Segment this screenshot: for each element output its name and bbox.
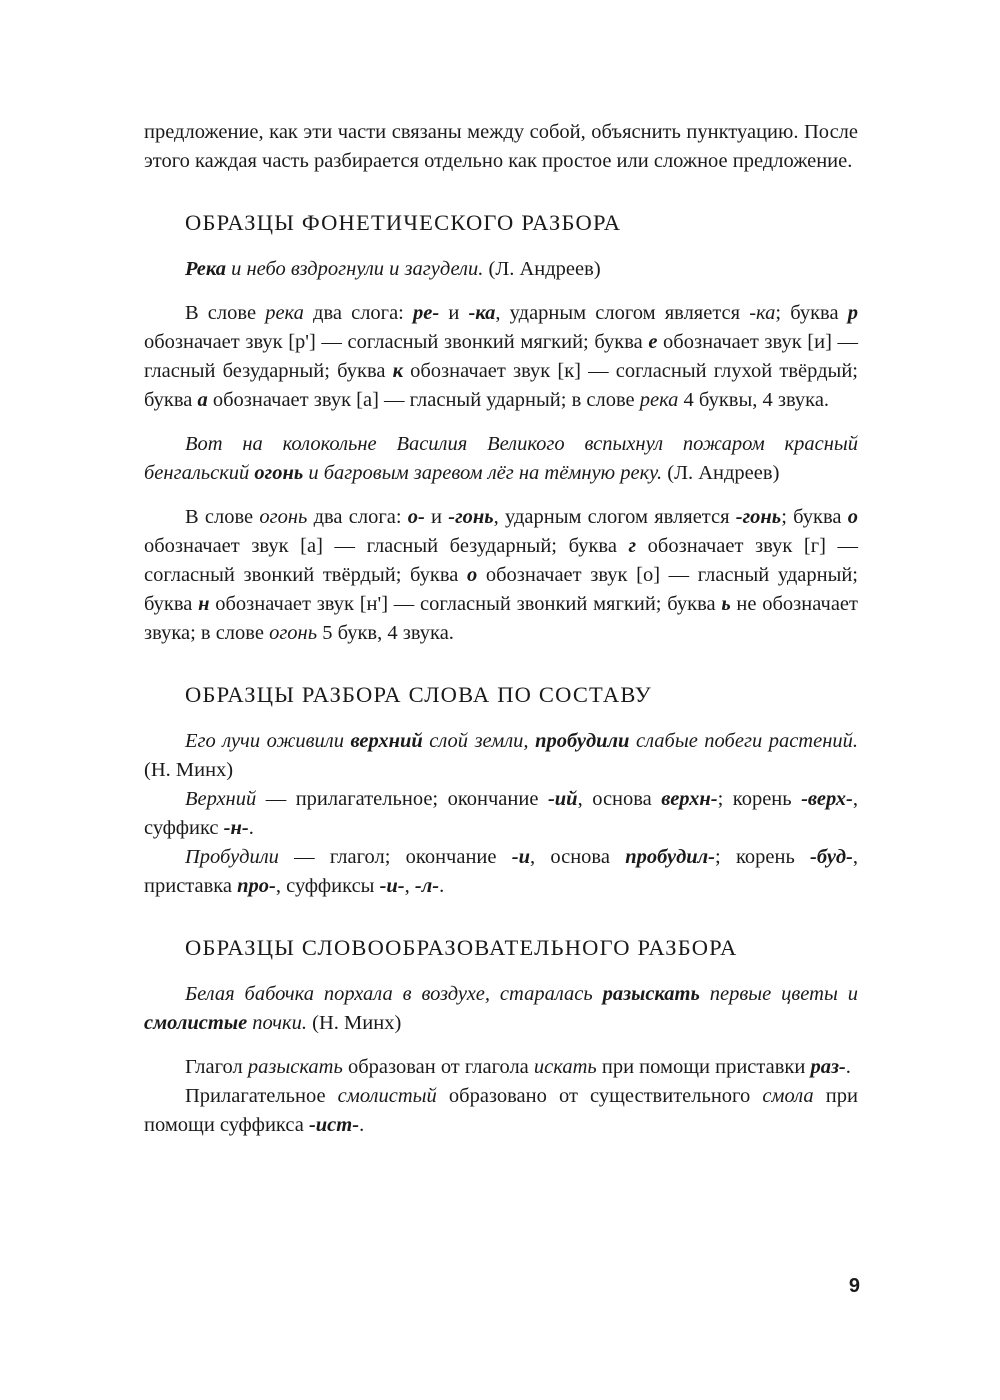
phonetic-example-2: Вот на колокольне Василия Великого вспыхнул пожаром красный бенгальский огонь и багровым заревом лёг на тёмную реку. (Л. Андреев) — [144, 433, 858, 484]
heading-derivational: ОБРАЗЦЫ СЛОВООБРАЗОВАТЕЛЬНОГО РАЗБОРА — [185, 935, 738, 960]
derivational-analysis-2: Прилагательное смолистый образовано от существительного смола при помощи суффикса -ист-. — [144, 1085, 858, 1136]
highlighted-word: Река — [185, 258, 227, 280]
intro-paragraph: предложение, как эти части связаны между собой, объяснить пунктуацию. После этого каждая часть разбирается отдельно как простое или сложное предложение. — [144, 121, 858, 172]
phonetic-analysis-2: В слове огонь два слога: о- и -гонь, ударным слогом является -гонь; буква о обозначает звук [а] — гласный безударный; буква г обозначает звук [г] — согласный звонкий твёрдый; буква о обозначает звук [о] — гласный ударный; буква н обозначает звук [н'] — согласный звонкий мягкий; буква ь не обозначает звука; в слове огонь 5 букв, 4 звука. — [144, 506, 859, 644]
page-number: 9 — [848, 1275, 860, 1297]
derivational-example: Белая бабочка порхала в воздухе, старалась разыскать первые цветы и смолистые почки. (Н. Минх) — [144, 983, 858, 1034]
highlighted-word: разыскать — [602, 983, 700, 1005]
phonetic-example-1: Река и небо вздрогнули и загудели. (Л. Андреев) — [185, 258, 601, 280]
phonetic-analysis-1: В слове река два слога: ре- и -ка, ударным слогом является -ка; буква р обозначает звук [р'] — согласный звонкий мягкий; буква е обозначает звук [и] — гласный безударный; буква к обозначает звук [к] — согласный глухой твёрдый; буква а обозначает звук [а] — гласный ударный; в слове река 4 буквы, 4 звука. — [144, 302, 858, 411]
page-content — [144, 118, 858, 1140]
morphemic-analysis-1: Верхний — прилагательное; окончание -ий, основа верхн-; корень -верх-, суффикс -н-. — [144, 788, 858, 839]
derivational-analysis-1: Глагол разыскать образован от глагола искать при помощи приставки раз-. — [185, 1056, 851, 1078]
heading-morphemic: ОБРАЗЦЫ РАЗБОРА СЛОВА ПО СОСТАВУ — [185, 682, 652, 707]
heading-phonetic: ОБРАЗЦЫ ФОНЕТИЧЕСКОГО РАЗБОРА — [185, 210, 622, 235]
highlighted-word: верхний — [350, 730, 423, 752]
highlighted-word: огонь — [254, 462, 304, 484]
morphemic-analysis-2: Пробудили — глагол; окончание -и, основа пробудил-; корень -буд-, приставка про-, суффиксы -и-, -л-. — [144, 846, 858, 897]
morphemic-example: Его лучи оживили верхний слой земли, пробудили слабые побеги растений. (Н. Минх) — [144, 730, 858, 781]
highlighted-word: смолистые — [144, 1012, 248, 1034]
highlighted-word: пробудили — [535, 730, 630, 752]
